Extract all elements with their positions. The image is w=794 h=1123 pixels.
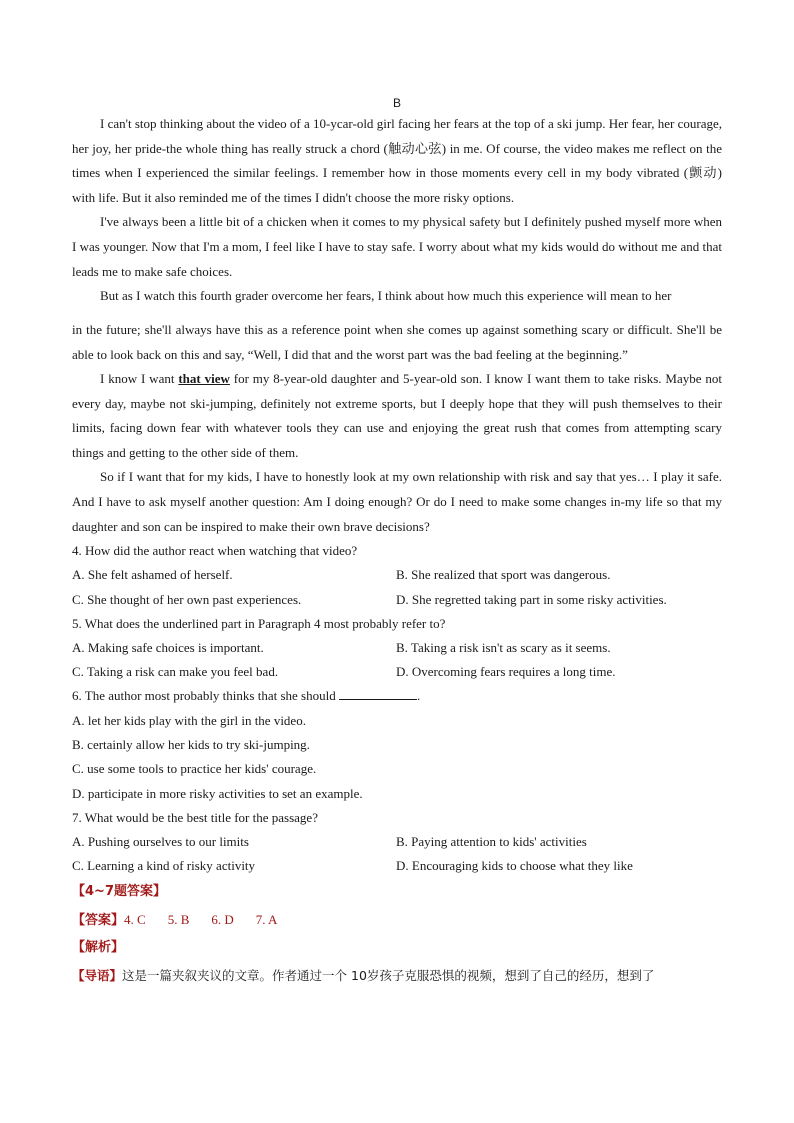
question-5-options <box>72 636 722 684</box>
q7-option-c: C. Learning a kind of risky activity <box>72 858 256 874</box>
guide-line <box>72 962 722 989</box>
analysis-label: 【解析】 <box>72 940 125 956</box>
passage-paragraph-4 <box>72 367 722 465</box>
question-4-stem: 4. How did the author react when watching that video? <box>72 543 358 559</box>
passage-paragraph-3 <box>72 284 722 367</box>
q6-option-c: C. use some tools to practice her kids' courage. <box>72 761 317 777</box>
answer-5: 5. B <box>167 911 190 927</box>
underlined-phrase: that view <box>178 371 230 387</box>
question-7-options <box>72 830 722 878</box>
answer-7: 7. A <box>255 911 278 927</box>
q4-option-a: A. She felt ashamed of herself. <box>72 567 233 583</box>
question-6-stem: 6. The author most probably thinks that she should . <box>72 688 421 704</box>
paragraph-3-rest: in the future; she'll always have this as a reference point when she comes up against something scary or difficult. She'll be able to look back on this and say, “Well, I did that and the worst part was the bad feeling at the beginning.” <box>72 322 722 362</box>
q7-option-a: A. Pushing ourselves to our limits <box>72 834 249 850</box>
answer-6: 6. D <box>211 911 234 927</box>
q7-option-b: B. Paying attention to kids' activities <box>396 834 587 850</box>
passage-paragraph-5: So if I want that for my kids, I have to honestly look at my own relationship with risk and say that yes… I play it safe. And I have to ask myself another question: Am I doing enough? Or do I need to make some changes in-my life so that my daughter and son can be inspired to make their own brave decisions? <box>72 469 722 534</box>
guide-label: 【导语】 <box>72 967 123 983</box>
answer-line <box>72 906 722 935</box>
document-page <box>72 96 722 989</box>
q6-stem-text: 6. The author most probably thinks that she should <box>72 688 336 704</box>
q5-option-c: C. Taking a risk can make you feel bad. <box>72 664 279 680</box>
q6-option-a: A. let her kids play with the girl in the video. <box>72 712 306 728</box>
question-7-stem: 7. What would be the best title for the passage? <box>72 809 318 825</box>
answer-blank <box>339 688 417 700</box>
paragraph-4-after: for my 8-year-old daughter and 5-year-old son. I know I want them to take risks. Maybe not every day, maybe not ski-jumping, definitely not extreme sports, but I deeply hope that they will push themselves to their limits, facing down fear with whatever tools they can use and enjoying the great rush that comes from attempting scary things and getting to the other side of them. <box>72 371 722 460</box>
question-6-options <box>72 709 722 806</box>
section-letter: B <box>392 96 401 110</box>
answer-label: 【答案】 <box>72 912 125 928</box>
answer-header: 【4~7题答案】 <box>72 884 166 900</box>
q5-option-a: A. Making safe choices is important. <box>72 640 264 656</box>
q6-option-d: D. participate in more risky activities to set an example. <box>72 785 363 801</box>
q4-option-d: D. She regretted taking part in some risky activities. <box>396 591 667 607</box>
q5-option-d: D. Overcoming fears requires a long time. <box>396 664 616 680</box>
q7-option-d: D. Encouraging kids to choose what they like <box>396 858 633 874</box>
passage-paragraph-2: I've always been a little bit of a chicken when it comes to my physical safety but I definitely pushed myself more when I was younger. Now that I'm a mom, I feel like I have to stay safe. I worry about what my kids would do without me and that leads me to make safe choices. <box>72 214 722 279</box>
guide-text: 这是一篇夹叙夹议的文章。作者通过一个 10岁孩子克服恐惧的视频，想到了自己的经历，想到了 <box>122 967 655 983</box>
question-4-options <box>72 563 722 611</box>
answer-4: 4. C <box>124 911 146 927</box>
question-5-stem: 5. What does the underlined part in Paragraph 4 most probably refer to? <box>72 615 446 631</box>
passage-paragraph-1: I can't stop thinking about the video of a 10-ycar-old girl facing her fears at the top of a ski jump. Her fear, her courage, her joy, her pride-the whole thing has really struck a chord (触动心弦) in me. Of course, the video makes me reflect on the times when I experienced the similar feelings. I remember how in those moments every cell in my body vibrated (颤动) with life. But it also reminded me of the times I didn't choose the more risky options. <box>72 116 722 205</box>
q6-option-b: B. certainly allow her kids to try ski-jumping. <box>72 736 310 752</box>
paragraph-3-first-line: But as I watch this fourth grader overcome her fears, I think about how much this experience will mean to her <box>100 288 672 304</box>
q4-option-c: C. She thought of her own past experiences. <box>72 591 302 607</box>
q5-option-b: B. Taking a risk isn't as scary as it seems. <box>396 640 611 656</box>
q4-option-b: B. She realized that sport was dangerous. <box>396 567 611 583</box>
paragraph-4-before: I know I want <box>100 371 179 387</box>
